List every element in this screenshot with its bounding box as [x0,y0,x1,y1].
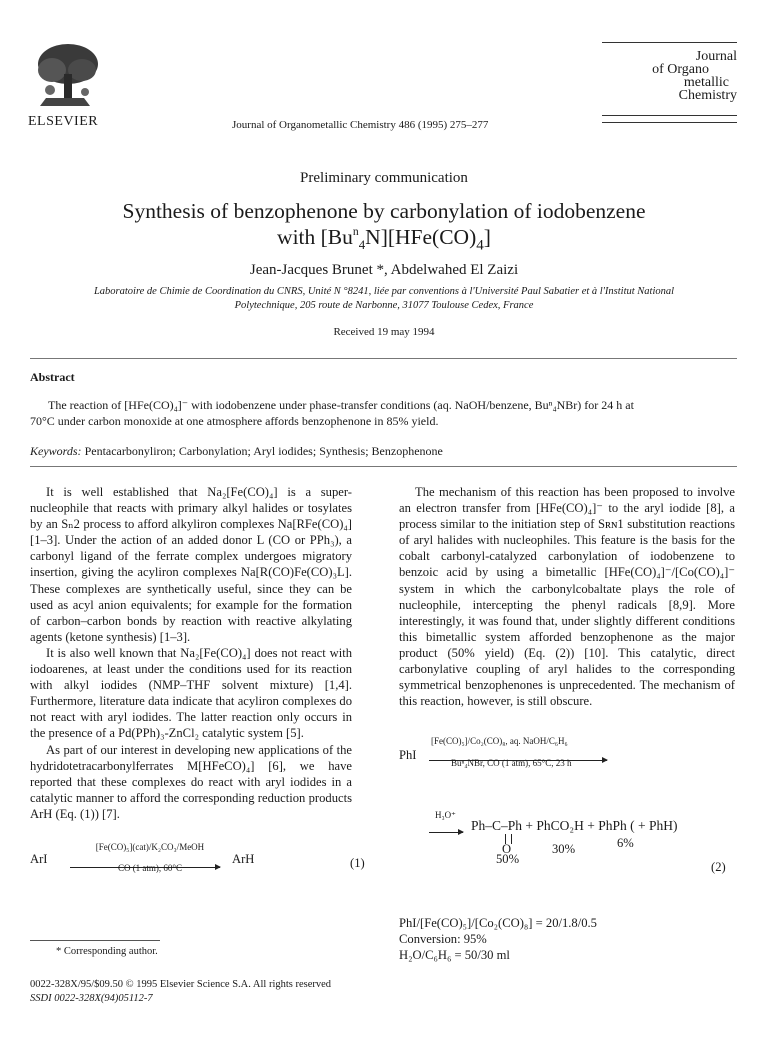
equation-2 [399,738,739,888]
copyright: 0022-328X/95/$09.50 © 1995 Elsevier Science S.A. All rights reserved [30,979,332,990]
keywords-label: Keywords: [30,444,82,458]
eq1-conditions: CO (1 atm), 60°C [117,863,183,873]
paragraph: It is also well known that Na₂[Fe(CO)₄] does not react with iodoarenes, at least under the conditions used for its reaction with alkyl iodides (NMP–THF solvent mixture) [1,4]. Furthermore, literature data indicate that acyliron complexes do not react with aryl iodides. The latter reaction only occurs in the presence of a Pd(PPh)₃-ZnCl₂ catalytic system [5]. [30,645,352,741]
condition-ratio: PhI/[Fe(CO)₅]/[Co₂(CO)₈] = 20/1.8/0.5 [399,916,597,930]
rule-bottom [30,466,737,467]
journal-logo-line: Journal [695,49,737,64]
title-line-1: Synthesis of benzophenone by carbonylation of iodobenzene [122,199,646,223]
section-label: Preliminary communication [300,170,468,186]
eq1-reactant: ArI [30,852,48,866]
equation-1 [30,842,366,872]
eq2-yield-biphenyl: 6% [617,836,634,850]
publisher-name: ELSEVIER [28,114,99,129]
journal-top-rule [602,42,737,43]
rule-top [30,358,737,359]
affiliation-line-2: Polytechnique, 205 route de Narbonne, 31077 Toulouse Cedex, France [234,300,534,311]
keywords-list: Pentacarbonyliron; Carbonylation; Aryl iodides; Synthesis; Benzophenone [84,444,443,458]
right-column [399,484,735,709]
paragraph: As part of our interest in developing new applications of the hydridotetracarbonylferrates M[HFeCO)₄] [6], we have reported that these complexes do react with aryl iodides in a catalytic manner to afford the corresponding reduction products ArH (Eq. (1)) [7]. [30,742,352,821]
eq2-yield-benzophenone: 50% [496,852,520,866]
eq1-reagents: [Fe(CO)₅](cat)/K₂CO₃/MeOH [95,842,205,852]
eq2-conditions: Buⁿ₄NBr, CO (1 atm), 65°C, 23 h [451,758,572,768]
affiliation [40,285,728,313]
footnote-rule [30,940,160,941]
title-text: ] [483,225,491,249]
article-title [0,198,768,259]
eq2-oxygen: O [502,842,512,856]
eq1-product: ArH [232,852,255,866]
reaction-conditions [399,915,597,963]
abstract-line-2: 70°C under carbon monoxide at one atmosphere affords benzophenone in 85% yield. [30,414,439,428]
journal-citation: Journal of Organometallic Chemistry 486 (1995) 275–277 [232,119,489,131]
journal-bottom-rule-2 [602,122,737,123]
received-date: Received 19 may 1994 [333,326,435,338]
journal-logo-line: metallic [683,75,729,90]
condition-solvent: H₂O/C₆H₆ = 50/30 ml [399,948,510,962]
eq2-number: (2) [711,860,726,874]
title-line-2: with $[Bu_{n4}N][HFe(CO)_4]$ [277,225,491,254]
keywords [30,444,443,459]
journal-logo-title [612,50,737,102]
paragraph: The mechanism of this reaction has been proposed to involve an electron transfer from [HFe(CO)₄]⁻ to the aryl iodide [8], a process similar to the initiation step of Sʀɴ1 substitution reactions of aryl halides with nucleophiles. This feature is the basis for the cobalt carbonyl-catalyzed carbonylation of iodobenzene to benzoic acid by using a bimetallic [HFe(CO)₄]⁻/[Co(CO)₄]⁻ system in which the carbonylcobaltate plays the role of nucleophile, intercepting the phenyl radicals [8,9]. More interestingly, it was found that, under slightly different conditions this bimetallic system afforded benzophenone as the major product (50% yield) (Eq. (2)) [10]. This catalytic, direct carbonylative coupling of aryl halides to the corresponding symmetrical benzophenones is unprecedented. The mechanism of this reaction, however, is still obscure. [399,485,735,709]
affiliation-line-1: Laboratoire de Chimie de Coordination du CNRS, Unité N °8241, liée par conventions à l'Université Paul Sabatier et à l'Institut National [93,286,675,297]
elsevier-logo [30,40,100,110]
abstract-heading: Abstract [30,370,75,384]
eq2-yield-benzoic-acid: 30% [552,842,576,856]
paragraph: It is well established that Na₂[Fe(CO)₄] is a super-nucleophile that reacts with primary alkyl halides or tosylates by an Sₙ2 process to afford alkyliron complexes Na[RFe(CO)₄] [1–3]. Under the action of an added donor L (CO or PPh₃), a carbonyl ligand of the ferrate complex undergoes migratory insertion, giving the acyliron complexes Na[R(CO)Fe(CO)₃L]. These complexes are synthetically useful, since they can be used as acyl anion equivalents; for example for the formation of carbon–carbon bonds by reaction with reactive alkylating agents (ketone synthesis) [1–3]. [30,485,352,644]
abstract-line-1: The reaction of [HFe(CO)₄]⁻ with iodobenzene under phase-transfer conditions (aq. NaOH/benzene, Buⁿ₄NBr) for 24 h at [48,398,634,412]
journal-logo-line: Chemistry [678,88,737,103]
elsevier-tree-icon [30,40,100,110]
left-column [30,484,352,822]
eq1-number: (1) [350,856,365,870]
title-text: with [Bu [277,225,353,249]
title-text: N][HFe(CO) [365,225,477,249]
abstract-text [30,397,740,429]
journal-logo-line: of Organo [652,62,709,77]
ssdi: SSDI 0022-328X(94)05112-7 [30,993,153,1004]
eq2-reagents: [Fe(CO)₅]/Co₂(CO)₈, aq. NaOH/C₆H₆ [431,736,568,746]
eq2-acid-label: H₃O⁺ [435,810,456,820]
journal-bottom-rule [602,115,737,116]
eq2-products: Ph–C–Ph + PhCO₂H + PhPh ( + PhH) [471,818,678,833]
eq2-reactant: PhI [399,748,417,762]
condition-conversion: Conversion: 95% [399,932,487,946]
eq2-arrow-2 [429,824,463,839]
footnote: * Corresponding author. [56,946,158,957]
authors: Jean-Jacques Brunet *, Abdelwahed El Zaizi [249,262,519,278]
